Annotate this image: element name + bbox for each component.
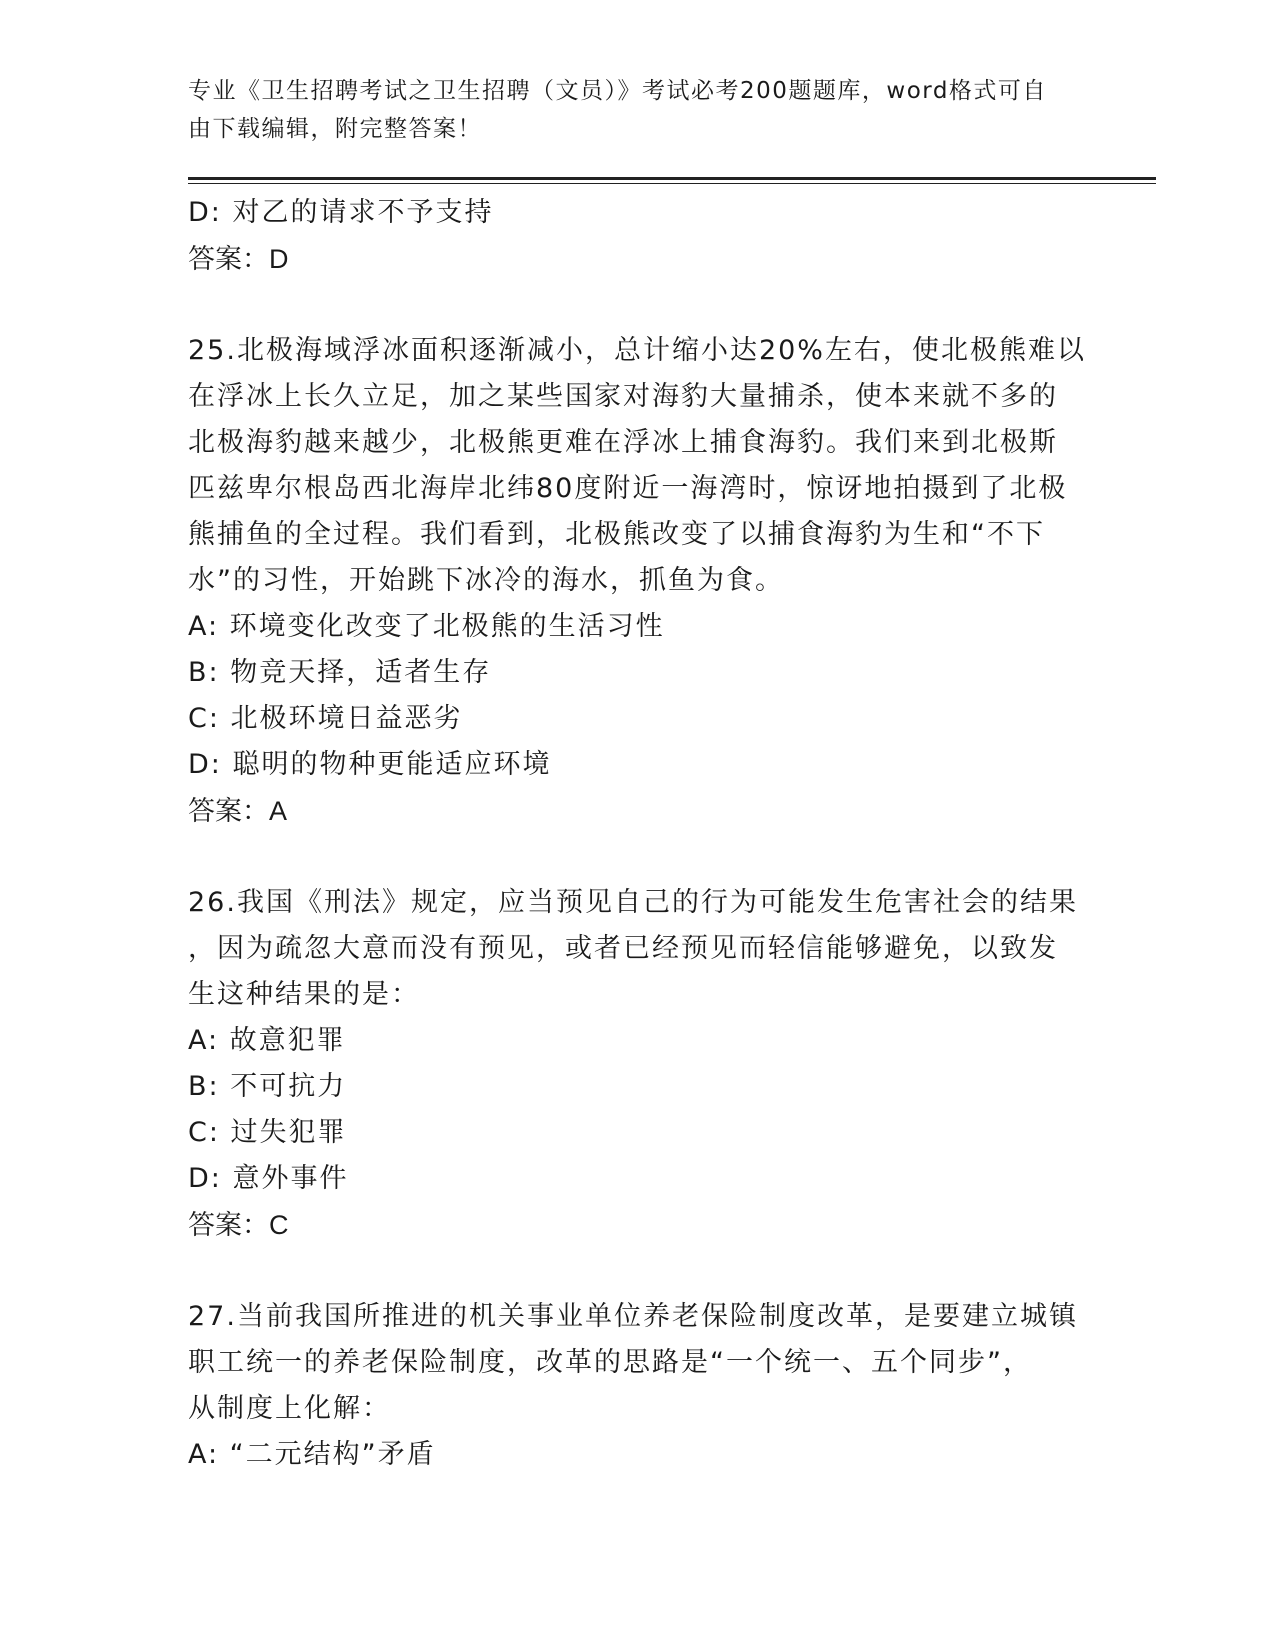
header-line-1: 专业《卫生招聘考试之卫生招聘（文员）》考试必考200题题库，word格式可自 bbox=[188, 78, 1047, 104]
header-divider-thick bbox=[188, 177, 1156, 180]
question-text-line: 27.当前我国所推进的机关事业单位养老保险制度改革，是要建立城镇 bbox=[188, 1301, 1078, 1332]
question-text-line: 职工统一的养老保险制度，改革的思路是“一个统一、五个同步”， bbox=[188, 1347, 1032, 1378]
option-c: C: 过失犯罪 bbox=[188, 1117, 347, 1148]
option-a: A: “二元结构”矛盾 bbox=[188, 1439, 436, 1470]
question-previous bbox=[188, 190, 1088, 282]
question-text-line: 生这种结果的是： bbox=[188, 979, 420, 1010]
question-text bbox=[188, 880, 1088, 1018]
document-header bbox=[188, 72, 1068, 148]
question-25 bbox=[188, 328, 1088, 834]
header-divider-thin bbox=[188, 183, 1156, 184]
question-text-line: 25.北极海域浮冰面积逐渐减小，总计缩小达20%左右，使北极熊难以 bbox=[188, 335, 1086, 366]
question-26 bbox=[188, 880, 1088, 1248]
question-27 bbox=[188, 1294, 1088, 1478]
question-text-line: 在浮冰上长久立足，加之某些国家对海豹大量捕杀，使本来就不多的 bbox=[188, 381, 1058, 412]
answer-line: 答案：C bbox=[188, 1210, 289, 1240]
question-text-line: ，因为疏忽大意而没有预见，或者已经预见而轻信能够避免，以致发 bbox=[188, 933, 1058, 964]
option-c: C: 北极环境日益恶劣 bbox=[188, 703, 463, 734]
option-d: D: 对乙的请求不予支持 bbox=[188, 197, 494, 228]
question-text-line: 从制度上化解： bbox=[188, 1393, 391, 1424]
question-text-line: 26.我国《刑法》规定，应当预见自己的行为可能发生危害社会的结果 bbox=[188, 887, 1078, 918]
question-text bbox=[188, 328, 1088, 604]
document-body bbox=[188, 190, 1088, 1478]
header-line-2: 由下载编辑，附完整答案！ bbox=[188, 116, 482, 142]
question-text bbox=[188, 1294, 1088, 1432]
question-text-line: 匹兹卑尔根岛西北海岸北纬80度附近一海湾时，惊讶地拍摄到了北极 bbox=[188, 473, 1068, 504]
answer-line: 答案：D bbox=[188, 244, 289, 274]
option-b: B: 不可抗力 bbox=[188, 1071, 347, 1102]
question-text-line: 北极海豹越来越少，北极熊更难在浮冰上捕食海豹。我们来到北极斯 bbox=[188, 427, 1058, 458]
option-d: D: 聪明的物种更能适应环境 bbox=[188, 749, 552, 780]
question-text-line: 熊捕鱼的全过程。我们看到，北极熊改变了以捕食海豹为生和“不下 bbox=[188, 519, 1045, 550]
option-a: A: 环境变化改变了北极熊的生活习性 bbox=[188, 611, 665, 642]
option-d: D: 意外事件 bbox=[188, 1163, 349, 1194]
answer-line: 答案：A bbox=[188, 796, 288, 826]
option-a: A: 故意犯罪 bbox=[188, 1025, 346, 1056]
question-text-line: 水”的习性，开始跳下冰冷的海水，抓鱼为食。 bbox=[188, 565, 784, 596]
option-b: B: 物竞天择，适者生存 bbox=[188, 657, 492, 688]
